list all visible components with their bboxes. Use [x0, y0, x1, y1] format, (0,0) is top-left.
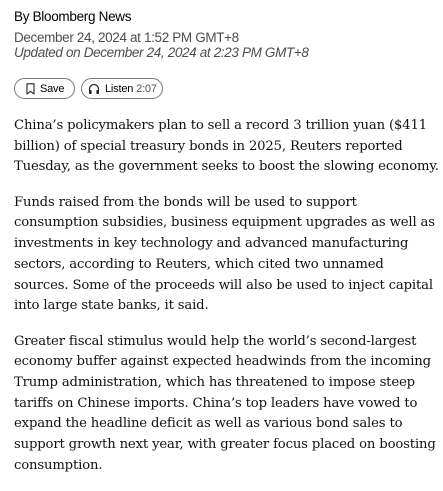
bookmark-icon: [26, 83, 35, 95]
listen-duration: 2:07: [136, 82, 157, 95]
save-button[interactable]: [14, 78, 75, 99]
article-paragraph: China’s policymakers plan to sell a record 3 trillion yuan ($411 billion) of special treasury bonds in 2025, Reuters reported Tuesday, as the government seeks to boost the slowing economy.: [14, 118, 439, 175]
headphones-icon: [88, 83, 100, 95]
save-label: Save: [40, 82, 65, 95]
updated-date: Updated on December 24, 2024 at 2:23 PM GMT+8: [14, 45, 309, 60]
byline: By Bloomberg News: [14, 9, 132, 24]
article-actions: [14, 78, 163, 99]
article-paragraph: Funds raised from the bonds will be used to support consumption subsidies, business equipment upgrades as well as investments in key technology and advanced manufacturing sectors, according to Reuters, which cited two unnamed sources. Some of the proceeds will also be used to inject capital into large state banks, it said.: [14, 194, 435, 314]
published-date: December 24, 2024 at 1:52 PM GMT+8: [14, 30, 239, 45]
listen-button[interactable]: [81, 78, 163, 99]
article-body: [14, 116, 439, 491]
listen-label: Listen: [105, 82, 134, 95]
article-paragraph: Greater fiscal stimulus would help the world’s second-largest economy buffer against expected headwinds from the incoming Trump administration, which has threatened to impose steep tariffs on Chinese imports. China’s top leaders have vowed to expand the headline deficit as well as various bond sales to support growth next year, with greater focus placed on boosting consumption.: [14, 333, 436, 473]
